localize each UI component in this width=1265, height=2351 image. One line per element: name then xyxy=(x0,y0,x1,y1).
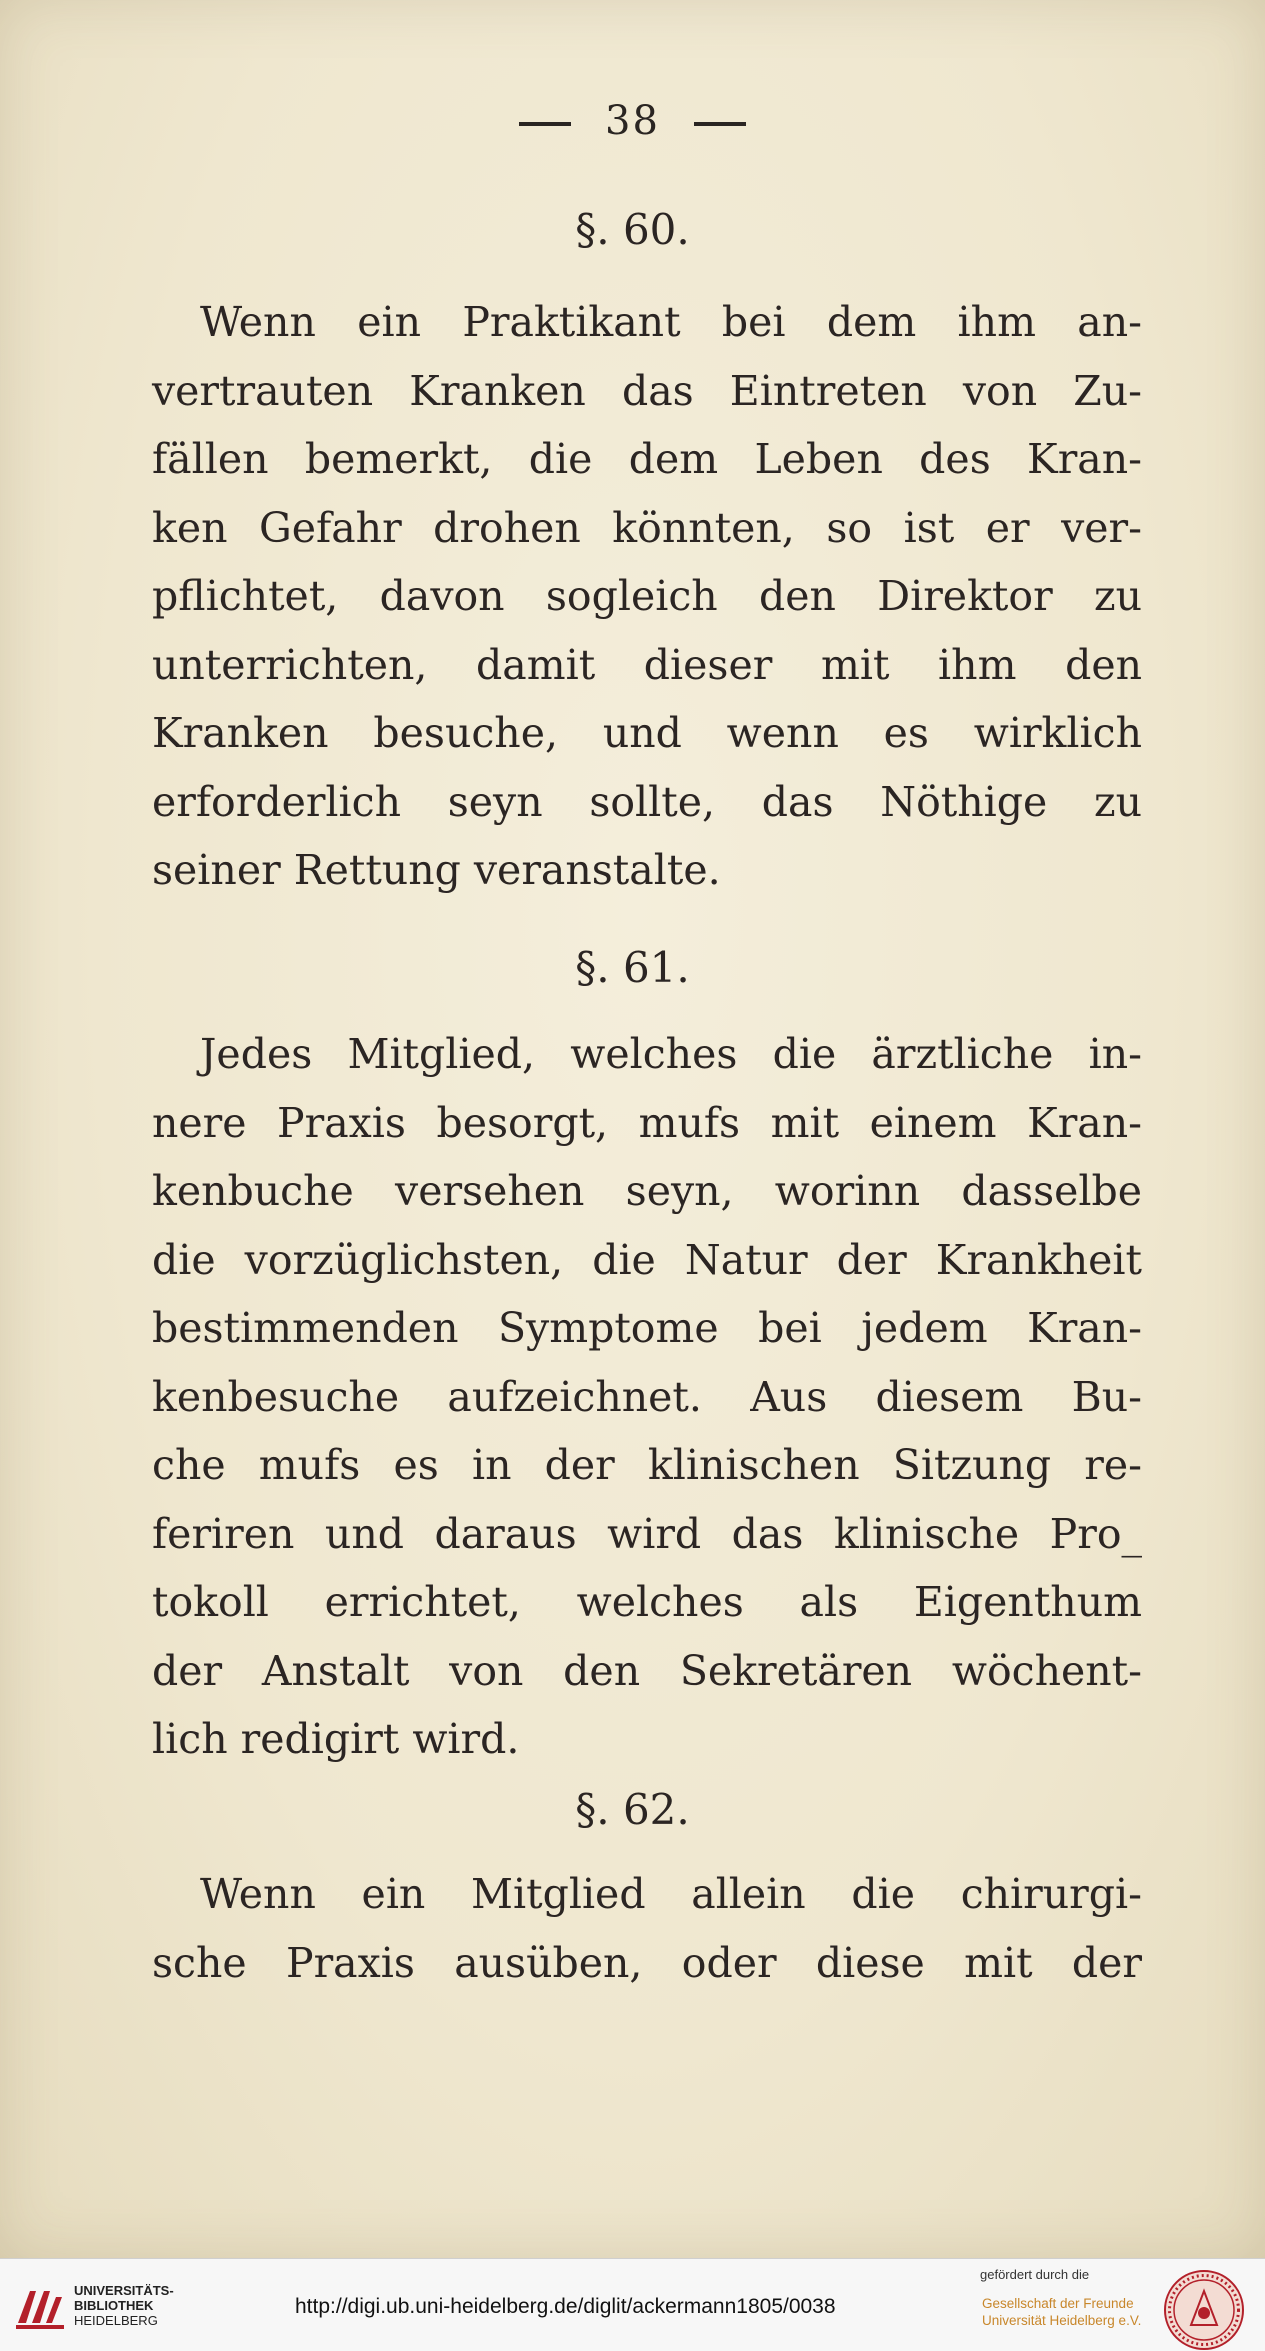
paragraph-62 xyxy=(152,1860,1142,1997)
paragraph-61 xyxy=(152,1020,1142,1774)
text-line: vertrauten Kranken das Eintreten von Zu- xyxy=(152,366,1142,415)
text-line: Kranken besuche, und wenn es wirklich xyxy=(152,709,1142,757)
text-line: ken Gefahr drohen könnten, so ist er ver- xyxy=(152,503,1142,552)
text-line: der Anstalt von den Sekretären wöchent- xyxy=(152,1646,1142,1695)
text-line: fällen bemerkt, die dem Leben des Kran- xyxy=(152,435,1142,483)
text-line: pflichtet, davon sogleich den Direktor zu xyxy=(152,572,1142,620)
text-line: Jedes Mitglied, welches die ärztliche in- xyxy=(200,1030,1142,1078)
text-line: erforderlich seyn sollte, das Nöthige zu xyxy=(152,777,1142,826)
sponsor-name-line: Gesellschaft der Freunde xyxy=(982,2296,1134,2311)
text-line: Wenn ein Praktikant bei dem ihm an- xyxy=(200,298,1142,346)
library-name-line: UNIVERSITÄTS- xyxy=(74,2283,174,2298)
header-dash-right xyxy=(694,122,746,126)
text-line: kenbuche versehen seyn, worinn dasselbe xyxy=(152,1167,1142,1215)
text-line: Wenn ein Mitglied allein die chirurgi- xyxy=(200,1870,1142,1918)
text-line: che mufs es in der klinischen Sitzung re- xyxy=(152,1441,1142,1489)
section-heading-60: §. 60. xyxy=(575,205,690,254)
university-seal-icon xyxy=(1163,2269,1245,2351)
section-heading-61: §. 61. xyxy=(575,943,690,992)
text-line: kenbesuche aufzeichnet. Aus diesem Bu- xyxy=(152,1372,1142,1421)
text-line: bestimmenden Symptome bei jedem Kran- xyxy=(152,1304,1142,1352)
library-name-line: HEIDELBERG xyxy=(74,2313,158,2328)
text-line: tokoll errichtet, welches als Eigenthum xyxy=(152,1578,1142,1626)
text-line: nere Praxis besorgt, mufs mit einem Kran- xyxy=(152,1098,1142,1147)
sponsor-label: gefördert durch die xyxy=(980,2267,1090,2282)
header-dash-left xyxy=(519,122,571,126)
sponsor-name-line: Universität Heidelberg e.V. xyxy=(982,2313,1142,2328)
section-heading-62: §. 62. xyxy=(575,1785,690,1834)
text-line: unterrichten, damit dieser mit ihm den xyxy=(152,640,1142,689)
library-name-line: BIBLIOTHEK xyxy=(74,2298,154,2313)
page-header xyxy=(0,98,1265,144)
paragraph-60 xyxy=(152,288,1142,905)
page-number: 38 xyxy=(605,98,660,144)
text-line: feriren und daraus wird das klinische Pro_ xyxy=(152,1509,1142,1558)
text-line: die vorzüglichsten, die Natur der Krankheit xyxy=(152,1235,1142,1284)
sponsor-name xyxy=(982,2295,1141,2329)
digitization-footer xyxy=(0,2258,1265,2351)
text-line: lich redigirt wird. xyxy=(152,1715,520,1763)
text-line: sche Praxis ausüben, oder diese mit der xyxy=(152,1938,1142,1987)
university-library-logo-icon xyxy=(12,2279,68,2335)
library-name xyxy=(74,2283,174,2328)
permalink-url[interactable]: http://digi.ub.uni-heidelberg.de/diglit/ackermann1805/0038 xyxy=(295,2295,836,2318)
text-line: seiner Rettung veranstalte. xyxy=(152,846,721,894)
